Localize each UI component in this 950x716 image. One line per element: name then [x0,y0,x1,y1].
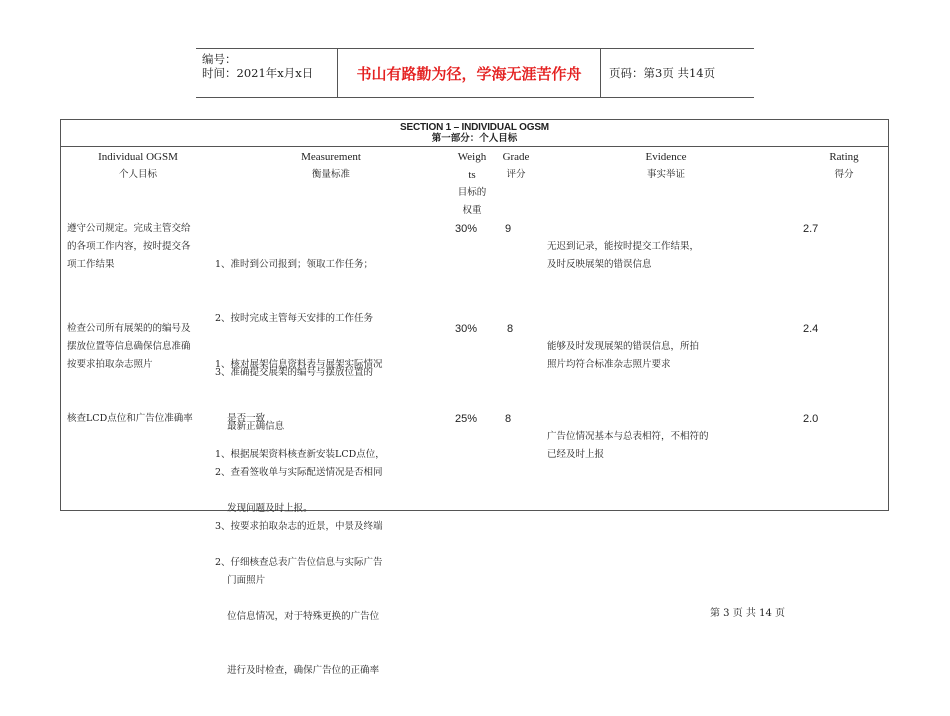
number-label: 编号： [202,52,237,66]
table-row-1-weight: 30% [454,223,478,235]
col-header-ogsm-en: Individual OGSM [98,151,178,163]
col-header-rating-en: Rating [829,151,859,163]
col-header-weights-en-1: Weigh [457,151,487,163]
table-row-2-grade: 8 [507,323,514,335]
table-row-3-weight: 25% [454,413,478,425]
header-page-info: 页码：第3页 共14页 [609,66,716,80]
table-row-3-grade: 8 [505,413,512,425]
col-header-evidence-en: Evidence [645,151,687,163]
col-header-evidence-cn: 事实举证 [646,169,685,180]
section-title-cn: 第一部分：个人目标 [431,133,518,144]
document-header [196,48,754,98]
table-row-1-ogsm: 遵守公司规定。完成主管交给 的各项工作内容，按时提交各 项工作结果 [67,223,191,270]
col-header-rating-cn: 得分 [834,169,854,180]
header-motto: 书山有路勤为径，学海无涯苦作舟 [338,49,601,97]
table-row-2-rating: 2.4 [803,323,819,335]
col-header-weights-cn-1: 目标的 [457,187,487,198]
page-footer: 第 3 页 共 14 页 [710,608,785,619]
table-row-2-weight: 30% [454,323,478,335]
col-header-grade-en: Grade [502,151,530,163]
table-row-1-grade: 9 [505,223,512,235]
table-row-3-evidence: 广告位情况基本与总表相符，不相符的 已经及时上报 [547,431,709,460]
table-row-2-ogsm: 检查公司所有展架的的编号及 摆放位置等信息确保信息准确 按要求拍取杂志照片 [67,323,191,370]
col-header-weights-en-2: ts [468,169,476,181]
table-row-1-rating: 2.7 [803,223,819,235]
table-row-2-measurement: 1、核对展架信息资料表与展架实际情况 是否一致 2、查看签收单与实际配送情况是否相同 3、按要求拍取杂志的近景，中景及终端 门面照片 [215,359,383,586]
table-row-1-measurement: 1、准时到公司报到；领取工作任务； 2、按时完成主管每天安排的工作任务 3、准确提交展架的编号与摆放位置的 最新正确信息 [215,259,374,432]
table-row-2-evidence: 能够及时发现展架的错误信息，所拍 照片均符合标准杂志照片要求 [547,341,700,370]
title-divider [61,146,888,147]
section-title-en: SECTION 1 – INDIVIDUAL OGSM [400,122,549,133]
table-row-1-evidence: 无迟到记录，能按时提交工作结果， 及时反映展架的错误信息 [547,241,700,270]
time-label: 时间：2021年x月x日 [202,66,314,80]
col-header-ogsm-cn: 个人目标 [118,169,157,180]
table-row-3-ogsm: 核查LCD点位和广告位准确率 [67,413,193,424]
section-title [61,122,888,144]
table-row-3-rating: 2.0 [803,413,819,425]
col-header-measurement-en: Measurement [301,151,361,163]
table-row-3-measurement: 1、根据展架资料核查新安装LCD点位， 发现问题及时上报。 2、仔细核查总表广告位信息与实际广告 位信息情况，对于特殊更换的广告位 进行及时检查，确保广告位的正确率 [215,449,385,676]
col-header-measurement-cn: 衡量标准 [311,169,350,180]
col-header-grade-cn: 评分 [506,169,526,180]
header-meta [196,49,338,97]
col-header-weights-cn-2: 权重 [462,205,482,216]
